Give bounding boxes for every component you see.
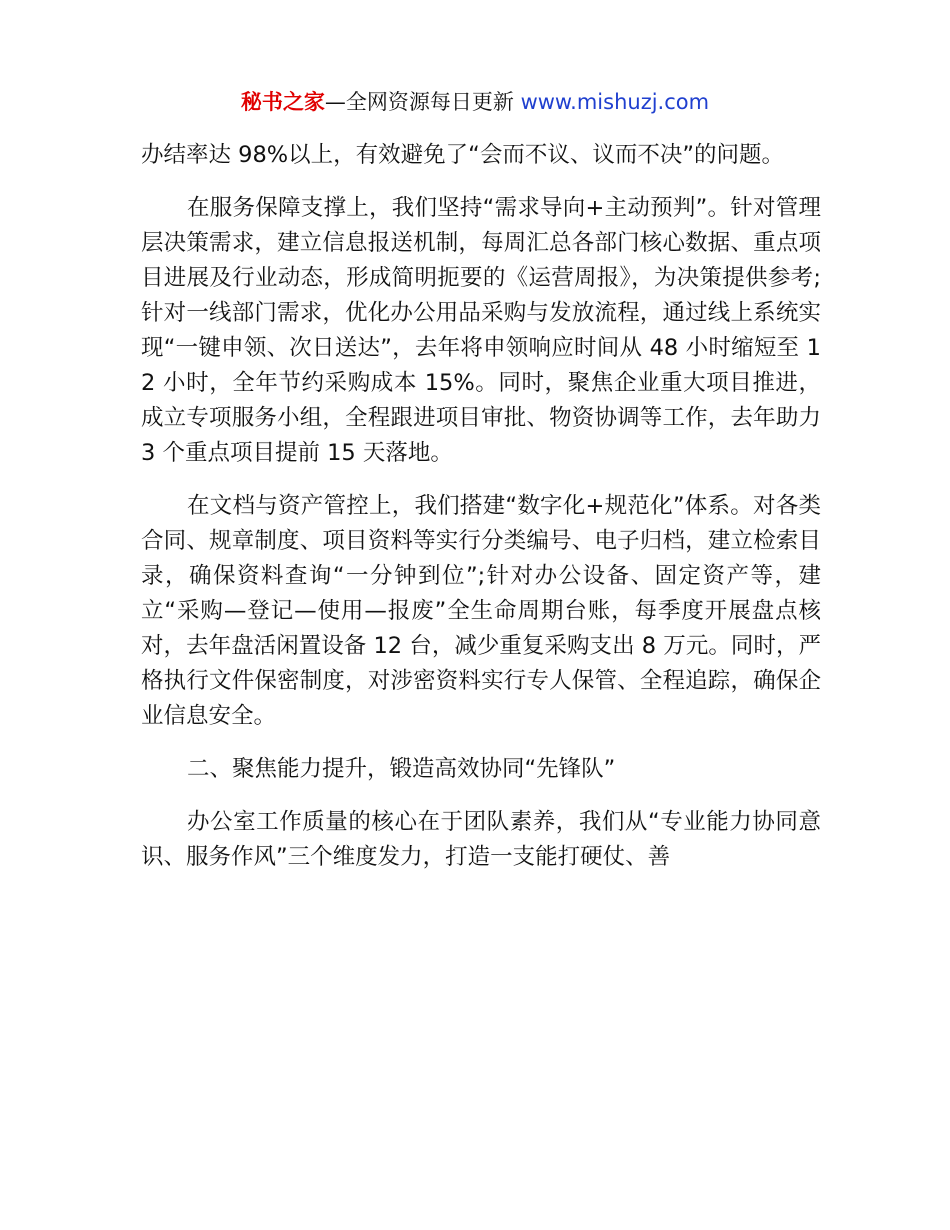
document-body bbox=[141, 138, 821, 893]
header-brand: 秘书之家 bbox=[240, 90, 325, 114]
paragraph-continuation: 办结率达 98%以上，有效避免了“会而不议、议而不决”的问题。 bbox=[141, 142, 784, 168]
paragraph-document-asset: 在文档与资产管控上，我们搭建“数字化+规范化”体系。对各类合同、规章制度、项目资料等实行分类编号、电子归档，建立检索目录，确保资料查询“一分钟到位”;针对办公设备、固定资产等，建立“采购—登记—使用—报废”全生命周期台账，每季度开展盘点核对，去年盘活闲置设备 12 台，减少重复采购支出 8 万元。同时，严格执行文件保密制度，对涉密资料实行专人保管、全程追踪，确保企业信息安全。 bbox=[141, 493, 821, 729]
header-slogan: —全网资源每日更新 bbox=[324, 90, 514, 114]
page-header bbox=[0, 86, 950, 118]
paragraph-service-support: 在服务保障支撑上，我们坚持“需求导向+主动预判”。针对管理层决策需求，建立信息报送机制，每周汇总各部门核心数据、重点项目进展及行业动态，形成简明扼要的《运营周报》，为决策提供参考;针对一线部门需求，优化办公用品采购与发放流程，通过线上系统实现“一键申领、次日送达”，去年将申领响应时间从 48 小时缩短至 12 小时，全年节约采购成本 15%。同时，聚焦企业重大项目推进，成立专项服务小组，全程跟进项目审批、物资协调等工作，去年助力 3 个重点项目提前 15 天落地。 bbox=[141, 195, 821, 466]
header-url-link[interactable]: www.mishuzj.com bbox=[520, 90, 710, 114]
paragraph-team-quality: 办公室工作质量的核心在于团队素养，我们从“专业能力协同意识、服务作风”三个维度发力，打造一支能打硬仗、善 bbox=[141, 809, 821, 870]
section-heading-two: 二、聚焦能力提升，锻造高效协同“先锋队” bbox=[187, 756, 616, 782]
